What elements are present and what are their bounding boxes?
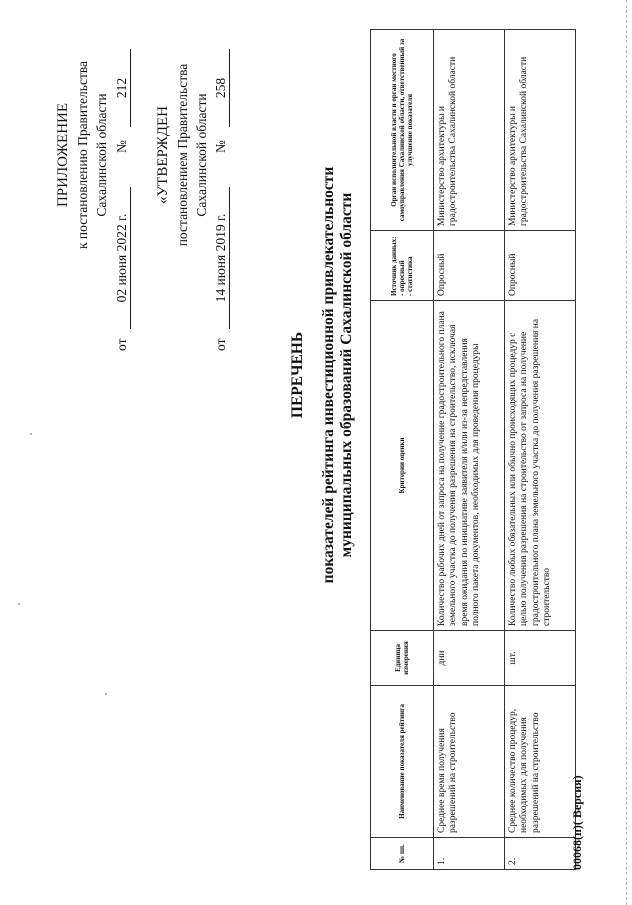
appendix-ot: от xyxy=(114,338,129,351)
header-unit: Единица измерения xyxy=(371,631,434,686)
appendix-line-1: к постановлению Правительства xyxy=(75,60,90,250)
approved-number: 258 xyxy=(214,49,230,127)
appendix-date: 02 июня 2022 г. xyxy=(115,187,131,329)
header-indicator-name: Наименование показателя рейтинга xyxy=(371,686,434,838)
header-criteria: Критерии оценки xyxy=(371,301,434,631)
document-subheading-1: показателей рейтинга инвестиционной привлекательности xyxy=(320,166,337,584)
indicators-table xyxy=(370,29,576,870)
appendix-number: 212 xyxy=(115,49,131,127)
header-source-line-2: - опросный xyxy=(397,260,406,296)
approved-ot: от xyxy=(213,338,228,351)
table-header-row xyxy=(371,30,434,870)
scan-speck xyxy=(18,603,20,605)
appendix-no-sign: № xyxy=(114,140,129,153)
scan-speck xyxy=(30,433,32,435)
row-responsible-organ: Министерство архитектуры и градостроительства Сахалинской области xyxy=(505,30,576,231)
approved-date: 14 июня 2019 г. xyxy=(214,187,230,329)
row-unit: дни xyxy=(434,631,505,686)
row-criteria: Количество любых обязательных или обычно происходящих процедур с целью получения разрешения на строительство от запроса на получение градостроительного плана земельного участка до получения разрешения на строительство xyxy=(505,301,576,631)
header-source-line-3: - статистика xyxy=(406,256,415,296)
row-indicator-name: Среднее количество процедур, необходимых для получения разрешений на строительство xyxy=(505,686,576,838)
header-source xyxy=(371,231,434,301)
appendix-line-2: Сахалинской области xyxy=(94,93,109,217)
appendix-title: ПРИЛОЖЕНИЕ xyxy=(55,102,71,208)
header-source-line-1: Источник данных: xyxy=(389,236,398,296)
document-subheading-2: муниципальных образований Сахалинской области xyxy=(338,192,355,558)
row-source: Опросный xyxy=(505,231,576,301)
row-num: 1. xyxy=(434,838,505,870)
row-unit: шт. xyxy=(505,631,576,686)
row-indicator-name: Среднее время получения разрешений на строительство xyxy=(434,686,505,838)
table-row xyxy=(505,30,576,870)
table-row xyxy=(434,30,505,870)
row-num: 2. xyxy=(505,838,576,870)
header-responsible-organ: Орган исполнительной власти и орган местного самоуправления Сахалинской области, ответственный за улучшение показателя xyxy=(371,30,434,231)
header-num: № пп. xyxy=(371,838,434,870)
row-criteria: Количество рабочих дней от запроса на получение градостроительного плана земельного участка до получения разрешения на строительство, исключая время ожидания по инициативе заявителя и/или из-за непредставления полного пакета документов, необходимых для проведения процедуры xyxy=(434,301,505,631)
approved-line-1: постановлением Правительства xyxy=(175,63,190,247)
version-footer: 00068(п)( Версия) xyxy=(570,775,584,870)
row-responsible-organ: Министерство архитектуры и градостроительства Сахалинской области xyxy=(434,30,505,231)
scan-edge-line xyxy=(626,0,627,905)
approved-line-2: Сахалинской области xyxy=(194,93,209,217)
scan-speck xyxy=(105,693,107,695)
approved-title: «УТВЕРЖДЕН xyxy=(155,106,171,204)
document-heading: ПЕРЕЧЕНЬ xyxy=(289,331,306,419)
row-source: Опросный xyxy=(434,231,505,301)
approved-no-sign: № xyxy=(213,140,228,153)
